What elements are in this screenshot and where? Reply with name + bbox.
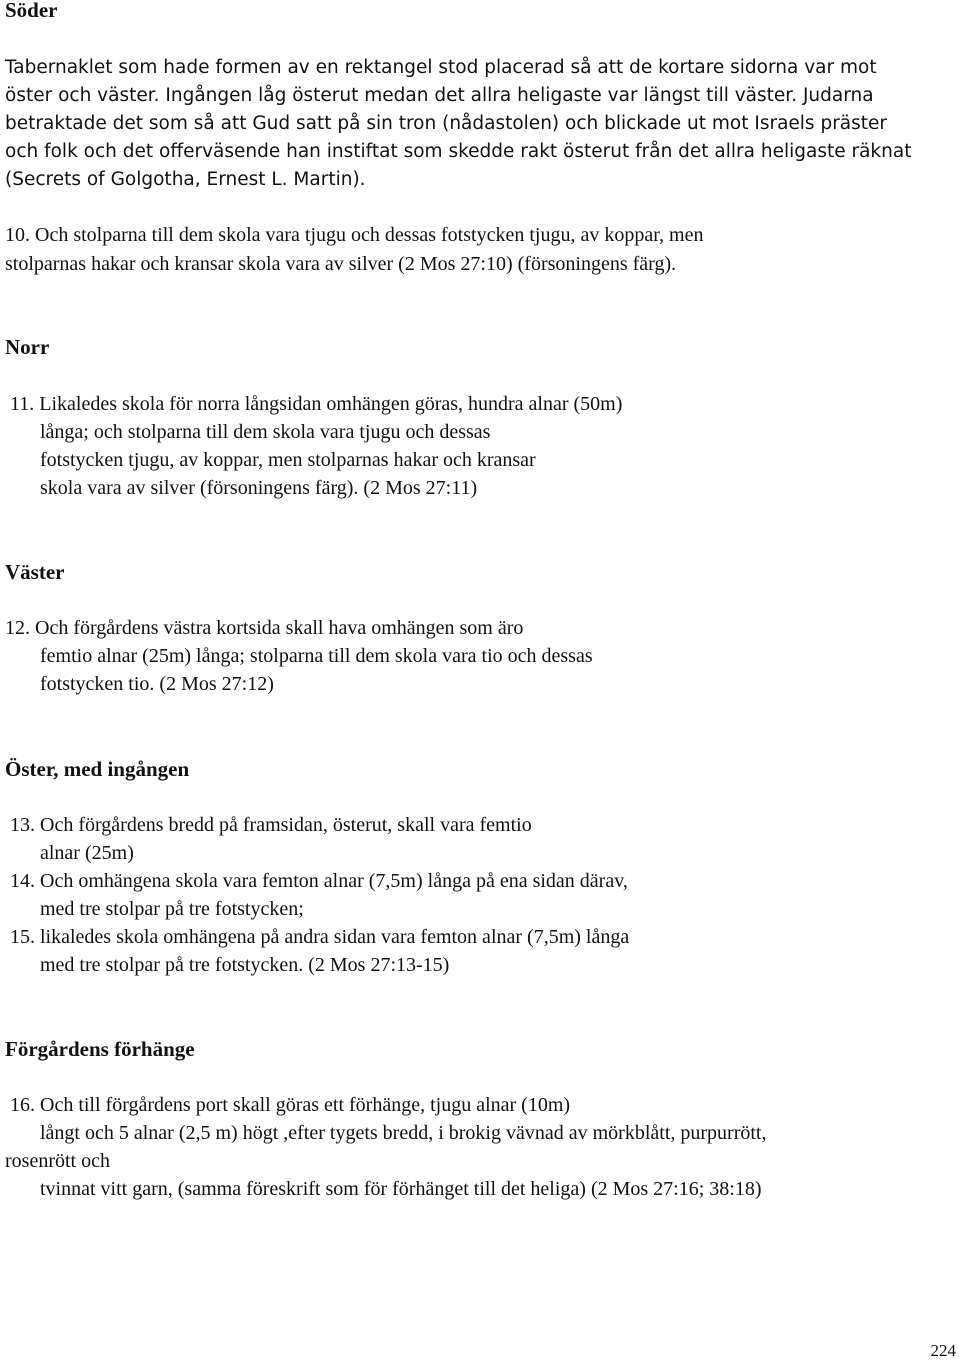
text-line: öster och väster. Ingången låg österut medan det allra heligaste var längst till väster. Judarna (5, 85, 874, 106)
text-line: 13. Och förgårdens bredd på framsidan, österut, skall vara femtio (10, 814, 532, 836)
heading-forhange: Förgårdens förhänge (5, 1037, 195, 1061)
heading-norr: Norr (5, 335, 50, 359)
text-line: (Secrets of Golgotha, Ernest L. Martin). (5, 169, 366, 190)
text-line: alnar (25m) (40, 842, 134, 864)
text-line: 16. Och till förgårdens port skall göras ett förhänge, tjugu alnar (10m) (10, 1094, 571, 1116)
text-line: fotstycken tjugu, av koppar, men stolparnas hakar och kransar (40, 449, 536, 471)
text-line: 14. Och omhängena skola vara femton alnar (7,5m) långa på ena sidan därav, (10, 870, 628, 892)
text-line: 11. Likaledes skola för norra långsidan omhängen göras, hundra alnar (50m) (10, 393, 623, 415)
text-line: långa; och stolparna till dem skola vara tjugu och dessas (40, 421, 491, 443)
text-line: tvinnat vitt garn, (samma föreskrift som för förhänget till det heliga) (2 Mos 27:16; 38:18) (40, 1178, 762, 1200)
text-line: 12. Och förgårdens västra kortsida skall hava omhängen som äro (5, 617, 524, 639)
page-number: 224 (930, 1341, 956, 1360)
text-line: med tre stolpar på tre fotstycken; (40, 898, 304, 920)
text-line: 10. Och stolparna till dem skola vara tjugu och dessas fotstycken tjugu, av koppar, men (5, 224, 704, 246)
heading-oster: Öster, med ingången (5, 757, 190, 781)
text-line: långt och 5 alnar (2,5 m) högt ,efter tygets bredd, i brokig vävnad av mörkblått, purpurrött, (40, 1122, 767, 1144)
text-line: betraktade det som så att Gud satt på sin tron (nådastolen) och blickade ut mot Israels präster (5, 113, 888, 134)
text-line: med tre stolpar på tre fotstycken. (2 Mos 27:13-15) (40, 954, 450, 976)
text-line: stolparnas hakar och kransar skola vara av silver (2 Mos 27:10) (försoningens färg). (5, 253, 677, 275)
text-line: 15. likaledes skola omhängena på andra sidan vara femton alnar (7,5m) långa (10, 926, 630, 948)
text-line: skola vara av silver (försoningens färg). (2 Mos 27:11) (40, 477, 478, 499)
text-line: femtio alnar (25m) långa; stolparna till dem skola vara tio och dessas (40, 645, 593, 667)
text-line: och folk och det offerväsende han instiftat som skedde rakt österut från det allra heligaste räknat (5, 141, 912, 162)
heading-soder: Söder (5, 0, 58, 22)
text-line: fotstycken tio. (2 Mos 27:12) (40, 673, 274, 695)
text-line: rosenrött och (5, 1150, 110, 1172)
text-line: Tabernaklet som hade formen av en rektangel stod placerad så att de kortare sidorna var mot (5, 57, 877, 78)
heading-vaster: Väster (5, 560, 65, 584)
